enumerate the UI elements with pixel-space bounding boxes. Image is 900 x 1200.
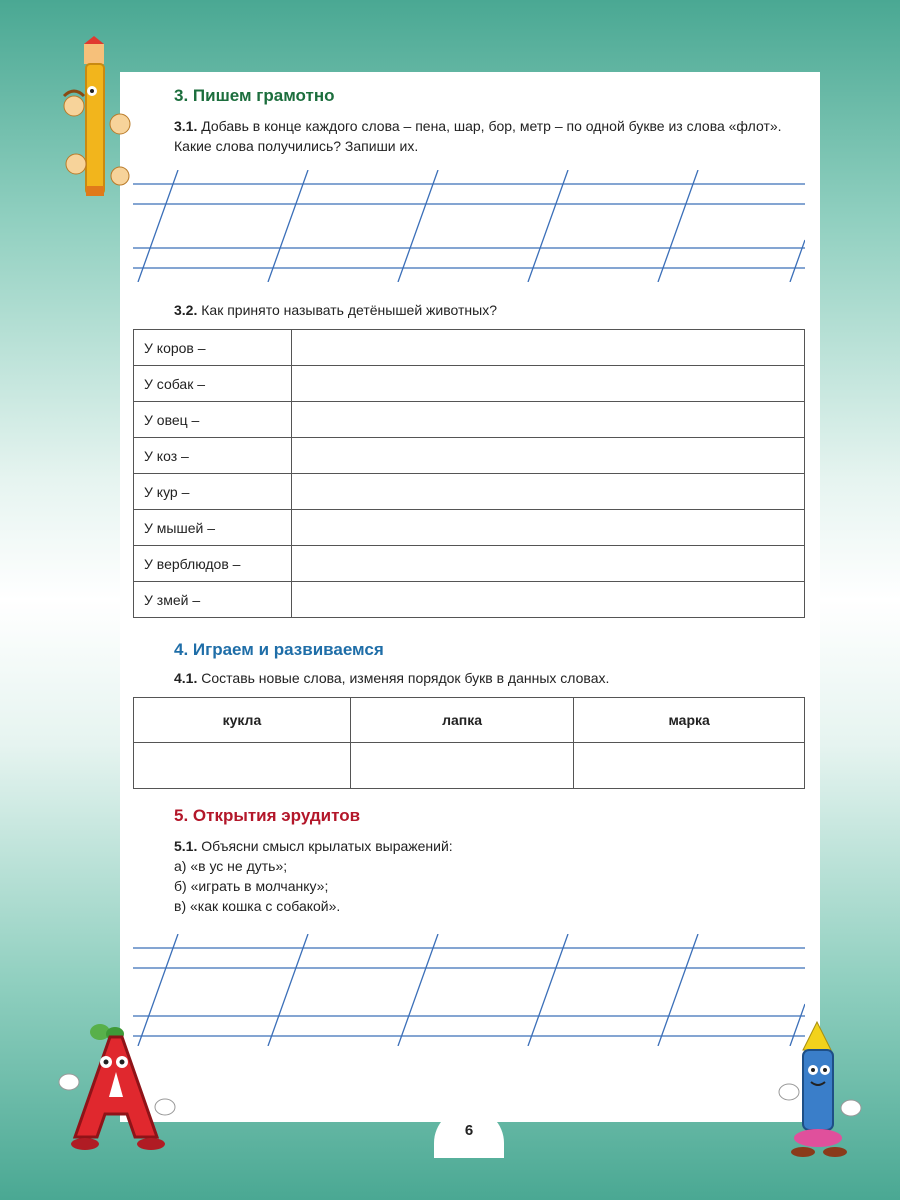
animal-label: У верблюдов – [134,546,292,582]
task-5-1 [174,836,774,916]
animal-label: У змей – [134,582,292,618]
animal-label: У кур – [134,474,292,510]
task-3-2 [174,300,497,320]
answer-cell[interactable] [292,330,805,366]
animal-label: У собак – [134,366,292,402]
task-3-1-number: 3.1. [174,118,198,134]
section-5-title: 5. Открытия эрудитов [174,806,361,825]
table-row [134,743,805,789]
task-3-1 [174,116,814,156]
table-row [134,546,805,582]
writing-lines-2[interactable] [133,934,805,1046]
task-4-1-text: Составь новые слова, изменяя порядок букв в данных словах. [201,670,610,686]
answer-cell[interactable] [350,743,574,789]
answer-cell[interactable] [292,366,805,402]
table-row [134,474,805,510]
answer-cell[interactable] [574,743,805,789]
answer-cell[interactable] [292,402,805,438]
task-5-1-text: Объясни смысл крылатых выражений: [201,838,453,854]
answer-cell[interactable] [292,474,805,510]
task-5-1-number: 5.1. [174,838,198,854]
pencil-mascot-icon [62,36,137,201]
table-header-row [134,698,805,743]
word-header: кукла [134,698,351,743]
section-4-title: 4. Играем и развиваемся [174,640,384,659]
table-row [134,366,805,402]
word-header: марка [574,698,805,743]
task-3-1-text: Добавь в конце каждого слова – пена, шар, бор, метр – по одной букве из слова «флот». Какие слова получились? Запиши их. [174,118,782,154]
animal-label: У коров – [134,330,292,366]
table-row [134,330,805,366]
table-row [134,582,805,618]
list-item: в) «как кошка с собакой». [174,898,341,914]
animal-label: У мышей – [134,510,292,546]
list-item: а) «в ус не дуть»; [174,858,288,874]
writing-lines-1[interactable] [133,170,805,282]
animal-label: У овец – [134,402,292,438]
page-number: 6 [434,1108,504,1158]
task-4-1-number: 4.1. [174,670,198,686]
animals-table [133,329,805,618]
animal-label: У коз – [134,438,292,474]
answer-cell[interactable] [292,438,805,474]
task-3-2-text: Как принято называть детёнышей животных? [201,302,497,318]
task-3-2-number: 3.2. [174,302,198,318]
answer-cell[interactable] [292,582,805,618]
section-3-title: 3. Пишем грамотно [174,86,335,105]
table-row [134,510,805,546]
task-4-1 [174,668,609,688]
answer-cell[interactable] [292,510,805,546]
words-table [133,697,805,789]
task-5-1-heading [174,836,774,856]
table-row [134,438,805,474]
answer-cell[interactable] [134,743,351,789]
table-row [134,402,805,438]
word-header: лапка [350,698,574,743]
answer-cell[interactable] [292,546,805,582]
list-item: б) «играть в молчанку»; [174,878,329,894]
